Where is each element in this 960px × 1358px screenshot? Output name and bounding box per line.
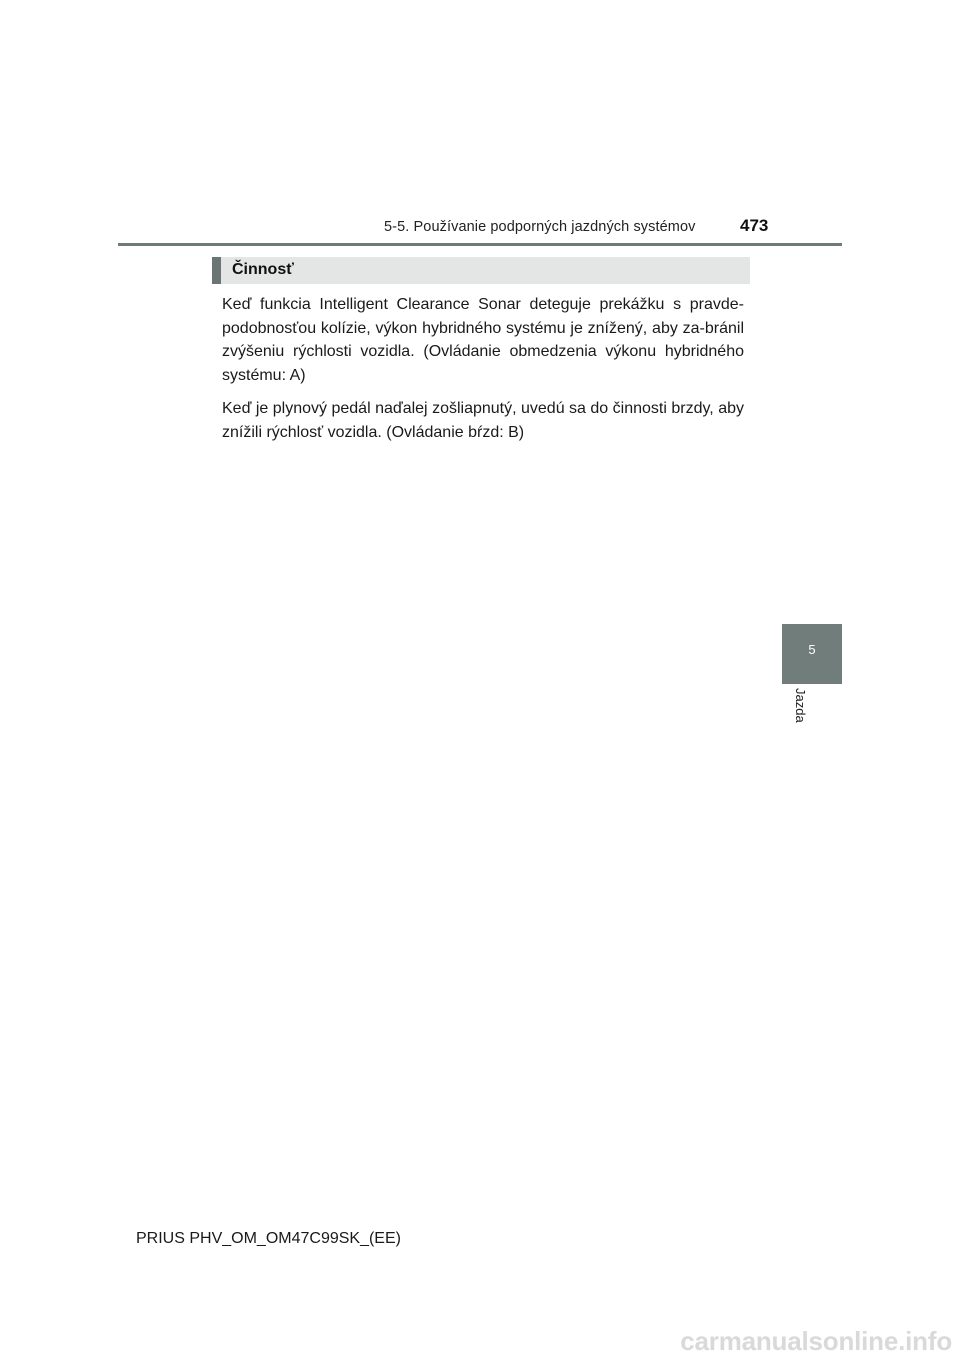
watermark: carmanualsonline.info (680, 1326, 952, 1356)
chapter-tab (782, 624, 842, 684)
section-heading: Činnosť (232, 261, 294, 278)
header-section-title: 5-5. Používanie podporných jazdných systémov (384, 219, 696, 235)
footer-document-code: PRIUS PHV_OM_OM47C99SK_(EE) (136, 1230, 401, 1247)
header-divider (118, 243, 842, 246)
chapter-number: 5 (808, 642, 816, 657)
paragraph: Keď funkcia Intelligent Clearance Sonar deteguje prekážku s pravde-podobnosťou kolízie, výkon hybridného systému je znížený, aby za-bránil zvýšeniu rýchlosti vozidla. (Ovládanie obmedzenia výkonu hybridného systému: A) (222, 296, 744, 384)
chapter-label: Jazda (793, 688, 808, 723)
body-text (222, 293, 744, 454)
section-heading-bar (212, 257, 750, 284)
page-number: 473 (740, 216, 769, 235)
paragraph: Keď je plynový pedál naďalej zošliapnutý, uvedú sa do činnosti brzdy, aby znížili rýchlosť vozidla. (Ovládanie bŕzd: B) (222, 400, 744, 441)
